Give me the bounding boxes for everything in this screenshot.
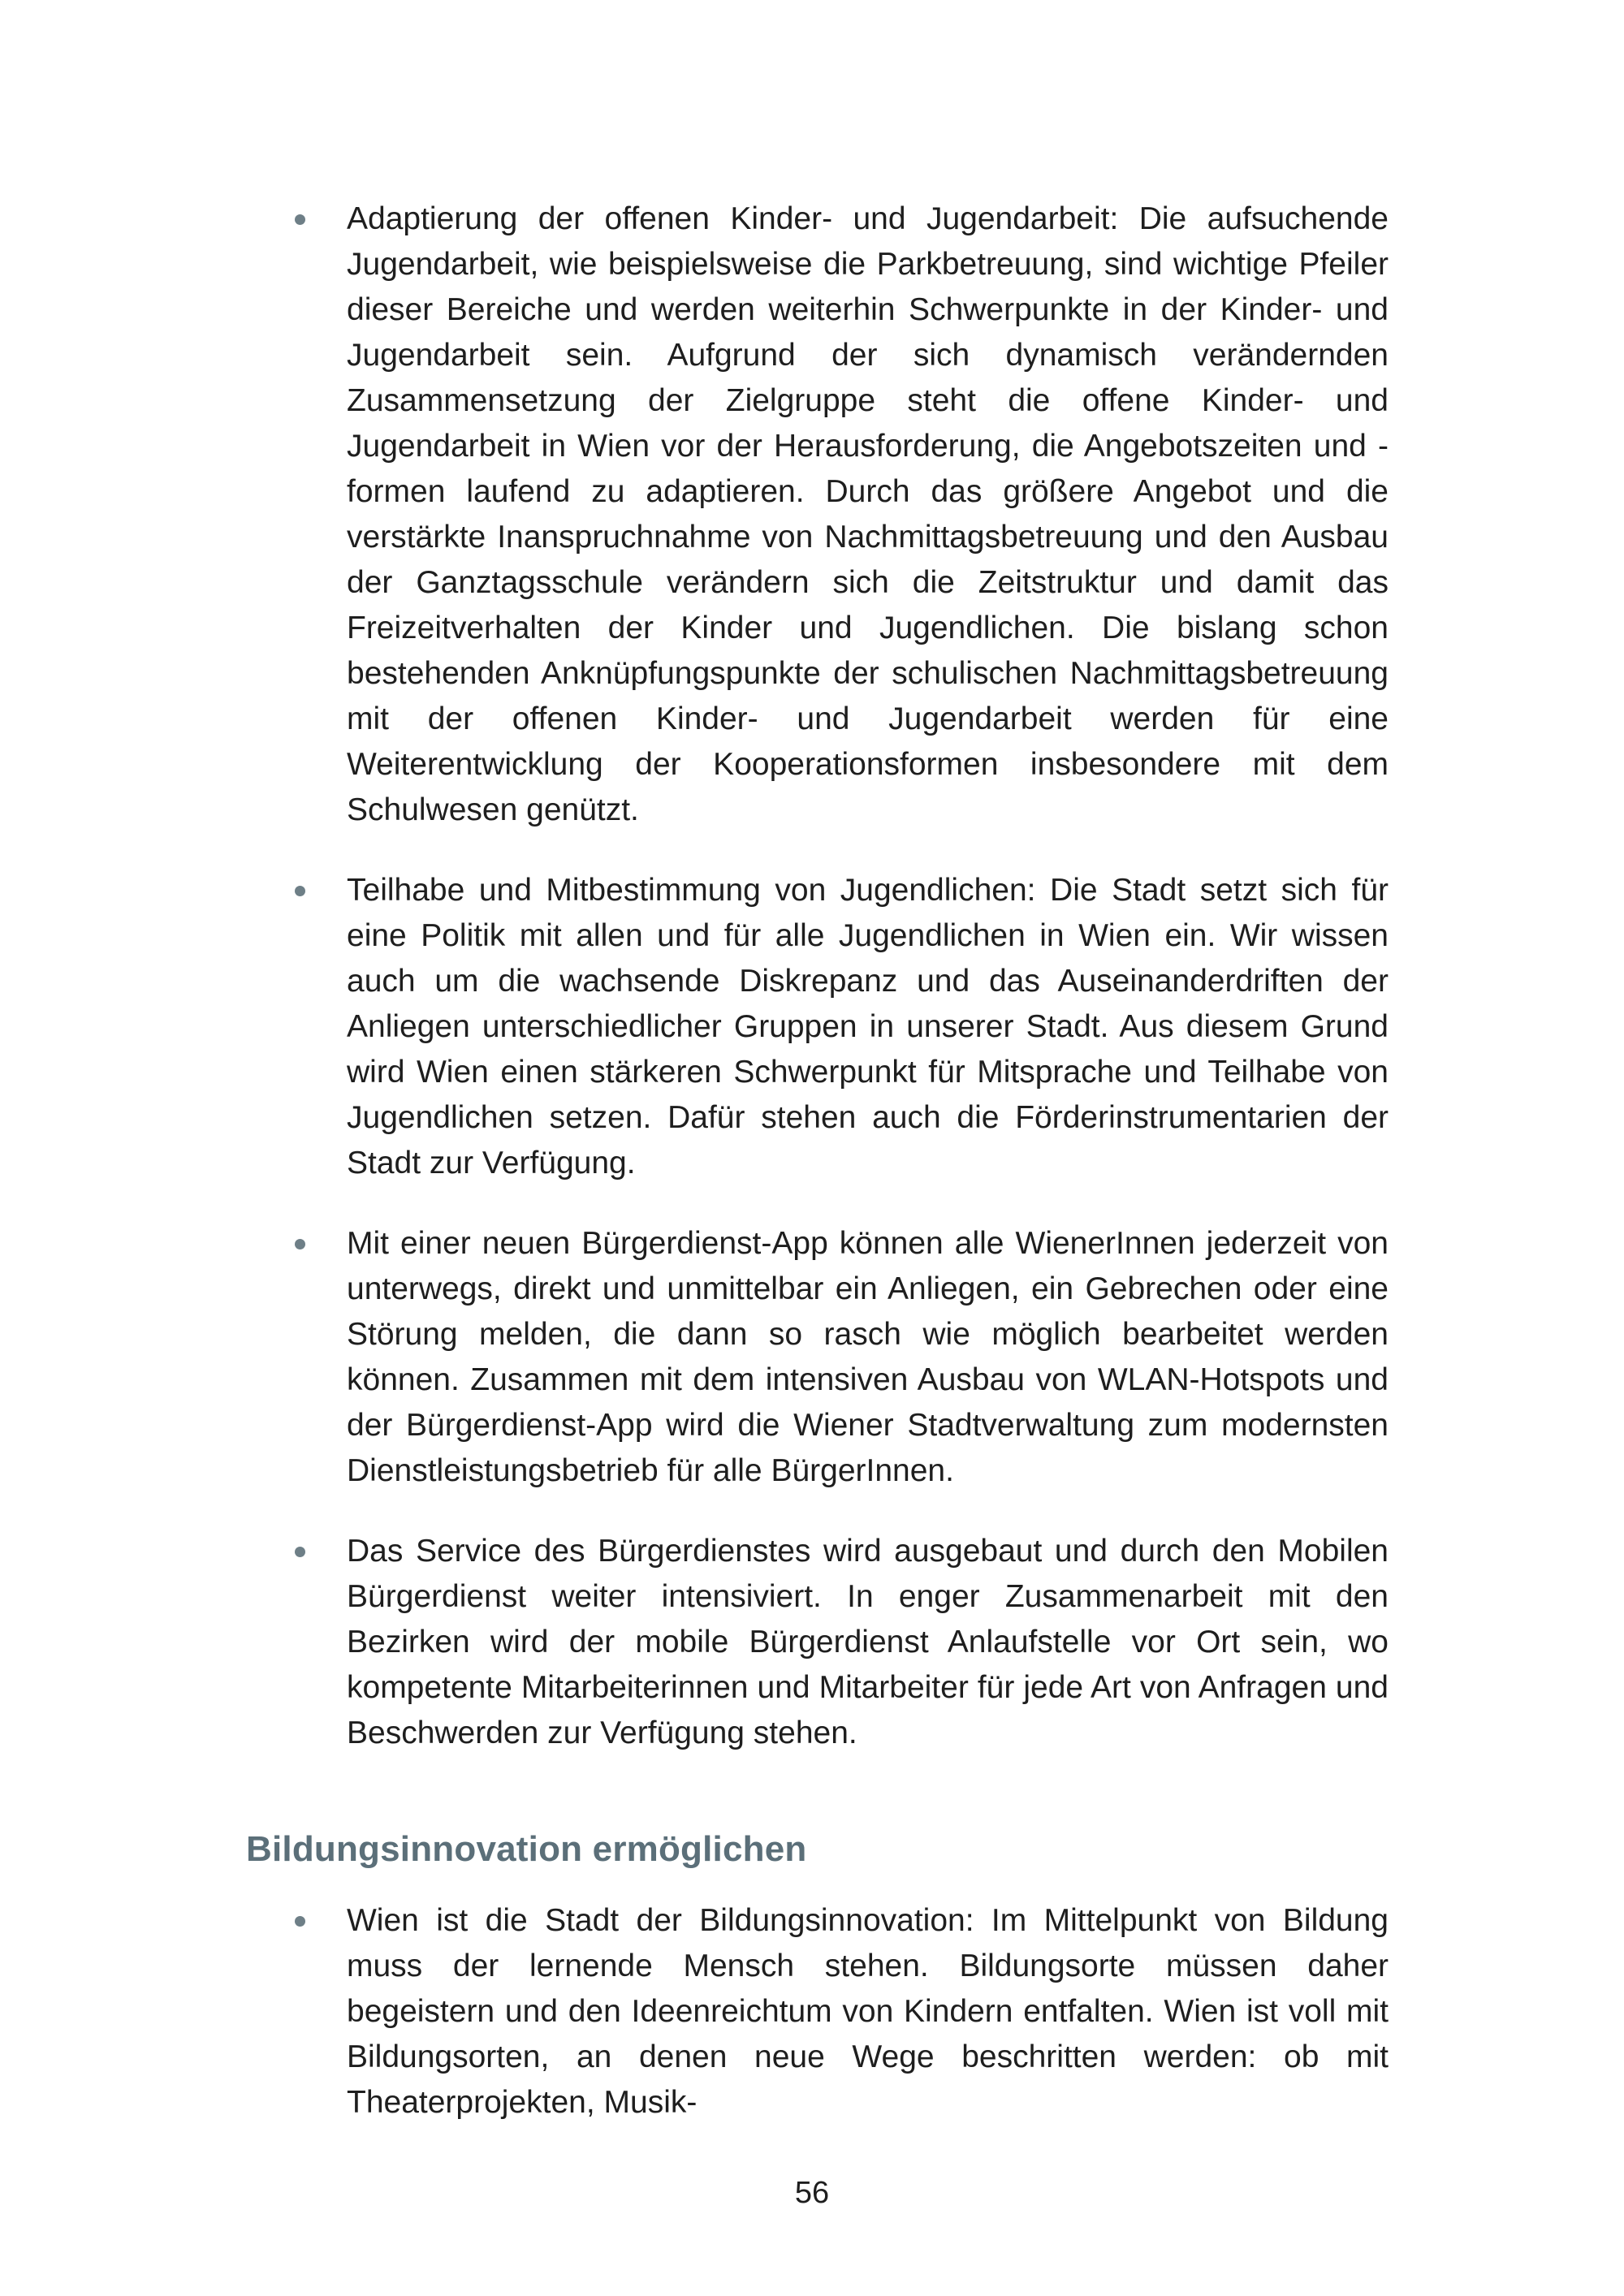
list-item-text: Wien ist die Stadt der Bildungsinnovation: Im Mittelpunkt von Bildung muss der lernende Mensch stehen. Bildungsorte müssen daher begeistern und den Ideenreichtum von Kindern entfalten. Wien ist voll mit Bildungsorten, an denen neue Wege beschritten werden: ob mit Theaterprojekten, Musik- — [347, 1903, 1389, 2120]
bullet-icon — [295, 214, 305, 225]
list-item — [290, 1529, 1389, 1756]
bullet-icon — [295, 1547, 305, 1557]
list-item — [290, 1221, 1389, 1494]
bullet-icon — [295, 886, 305, 896]
list-item — [290, 196, 1389, 833]
bullet-list-top — [290, 196, 1389, 1756]
page-number: 56 — [794, 2176, 830, 2210]
list-item-text: Das Service des Bürgerdienstes wird ausgebaut und durch den Mobilen Bürgerdienst weiter intensiviert. In enger Zusammenarbeit mit den Bezirken wird der mobile Bürgerdienst Anlaufstelle vor Ort sein, wo kompetente Mitarbeiterinnen und Mitarbeiter für jede Art von Anfragen und Beschwerden zur Verfügung stehen. — [347, 1534, 1389, 1750]
section-heading: Bildungsinnovation ermöglichen — [246, 1829, 807, 1869]
bullet-icon — [295, 1916, 305, 1927]
list-item — [290, 868, 1389, 1186]
list-item-text: Adaptierung der offenen Kinder- und Jugendarbeit: Die aufsuchende Jugendarbeit, wie beispielsweise die Parkbetreuung, sind wichtige Pfeiler dieser Bereiche und werden weiterhin Schwerpunkte in der Kinder- und Jugendarbeit sein. Aufgrund der sich dynamisch verändernden Zusammensetzung der Zielgruppe steht die offene Kinder- und Jugendarbeit in Wien vor der Herausforderung, die Angebotszeiten und -formen laufend zu adaptieren. Durch das größere Angebot und die verstärkte Inanspruchnahme von Nachmittagsbetreuung und den Ausbau der Ganztagsschule verändern sich die Zeitstruktur und damit das Freizeitverhalten der Kinder und Jugendlichen. Die bislang schon bestehenden Anknüpfungspunkte der schulischen Nachmittagsbetreuung mit der offenen Kinder- und Jugendarbeit werden für eine Weiterentwicklung der Kooperationsformen insbesondere mit dem Schulwesen genützt. — [347, 201, 1389, 827]
bullet-list-section — [290, 1898, 1389, 2126]
list-item — [290, 1898, 1389, 2126]
list-item-text: Mit einer neuen Bürgerdienst-App können alle WienerInnen jederzeit von unterwegs, direkt und unmittelbar ein Anliegen, ein Gebrechen oder eine Störung melden, die dann so rasch wie möglich bearbeitet werden können. Zusammen mit dem intensiven Ausbau von WLAN-Hotspots und der Bürgerdienst-App wird die Wiener Stadtverwaltung zum modernsten Dienstleistungsbetrieb für alle BürgerInnen. — [347, 1226, 1389, 1488]
list-item-text: Teilhabe und Mitbestimmung von Jugendlichen: Die Stadt setzt sich für eine Politik mit allen und für alle Jugendlichen in Wien ein. Wir wissen auch um die wachsende Diskrepanz und das Auseinanderdriften der Anliegen unterschiedlicher Gruppen in unserer Stadt. Aus diesem Grund wird Wien einen stärkeren Schwerpunkt für Mitsprache und Teilhabe von Jugendlichen setzen. Dafür stehen auch die Förderinstrumentarien der Stadt zur Verfügung. — [347, 873, 1389, 1180]
bullet-icon — [295, 1239, 305, 1249]
